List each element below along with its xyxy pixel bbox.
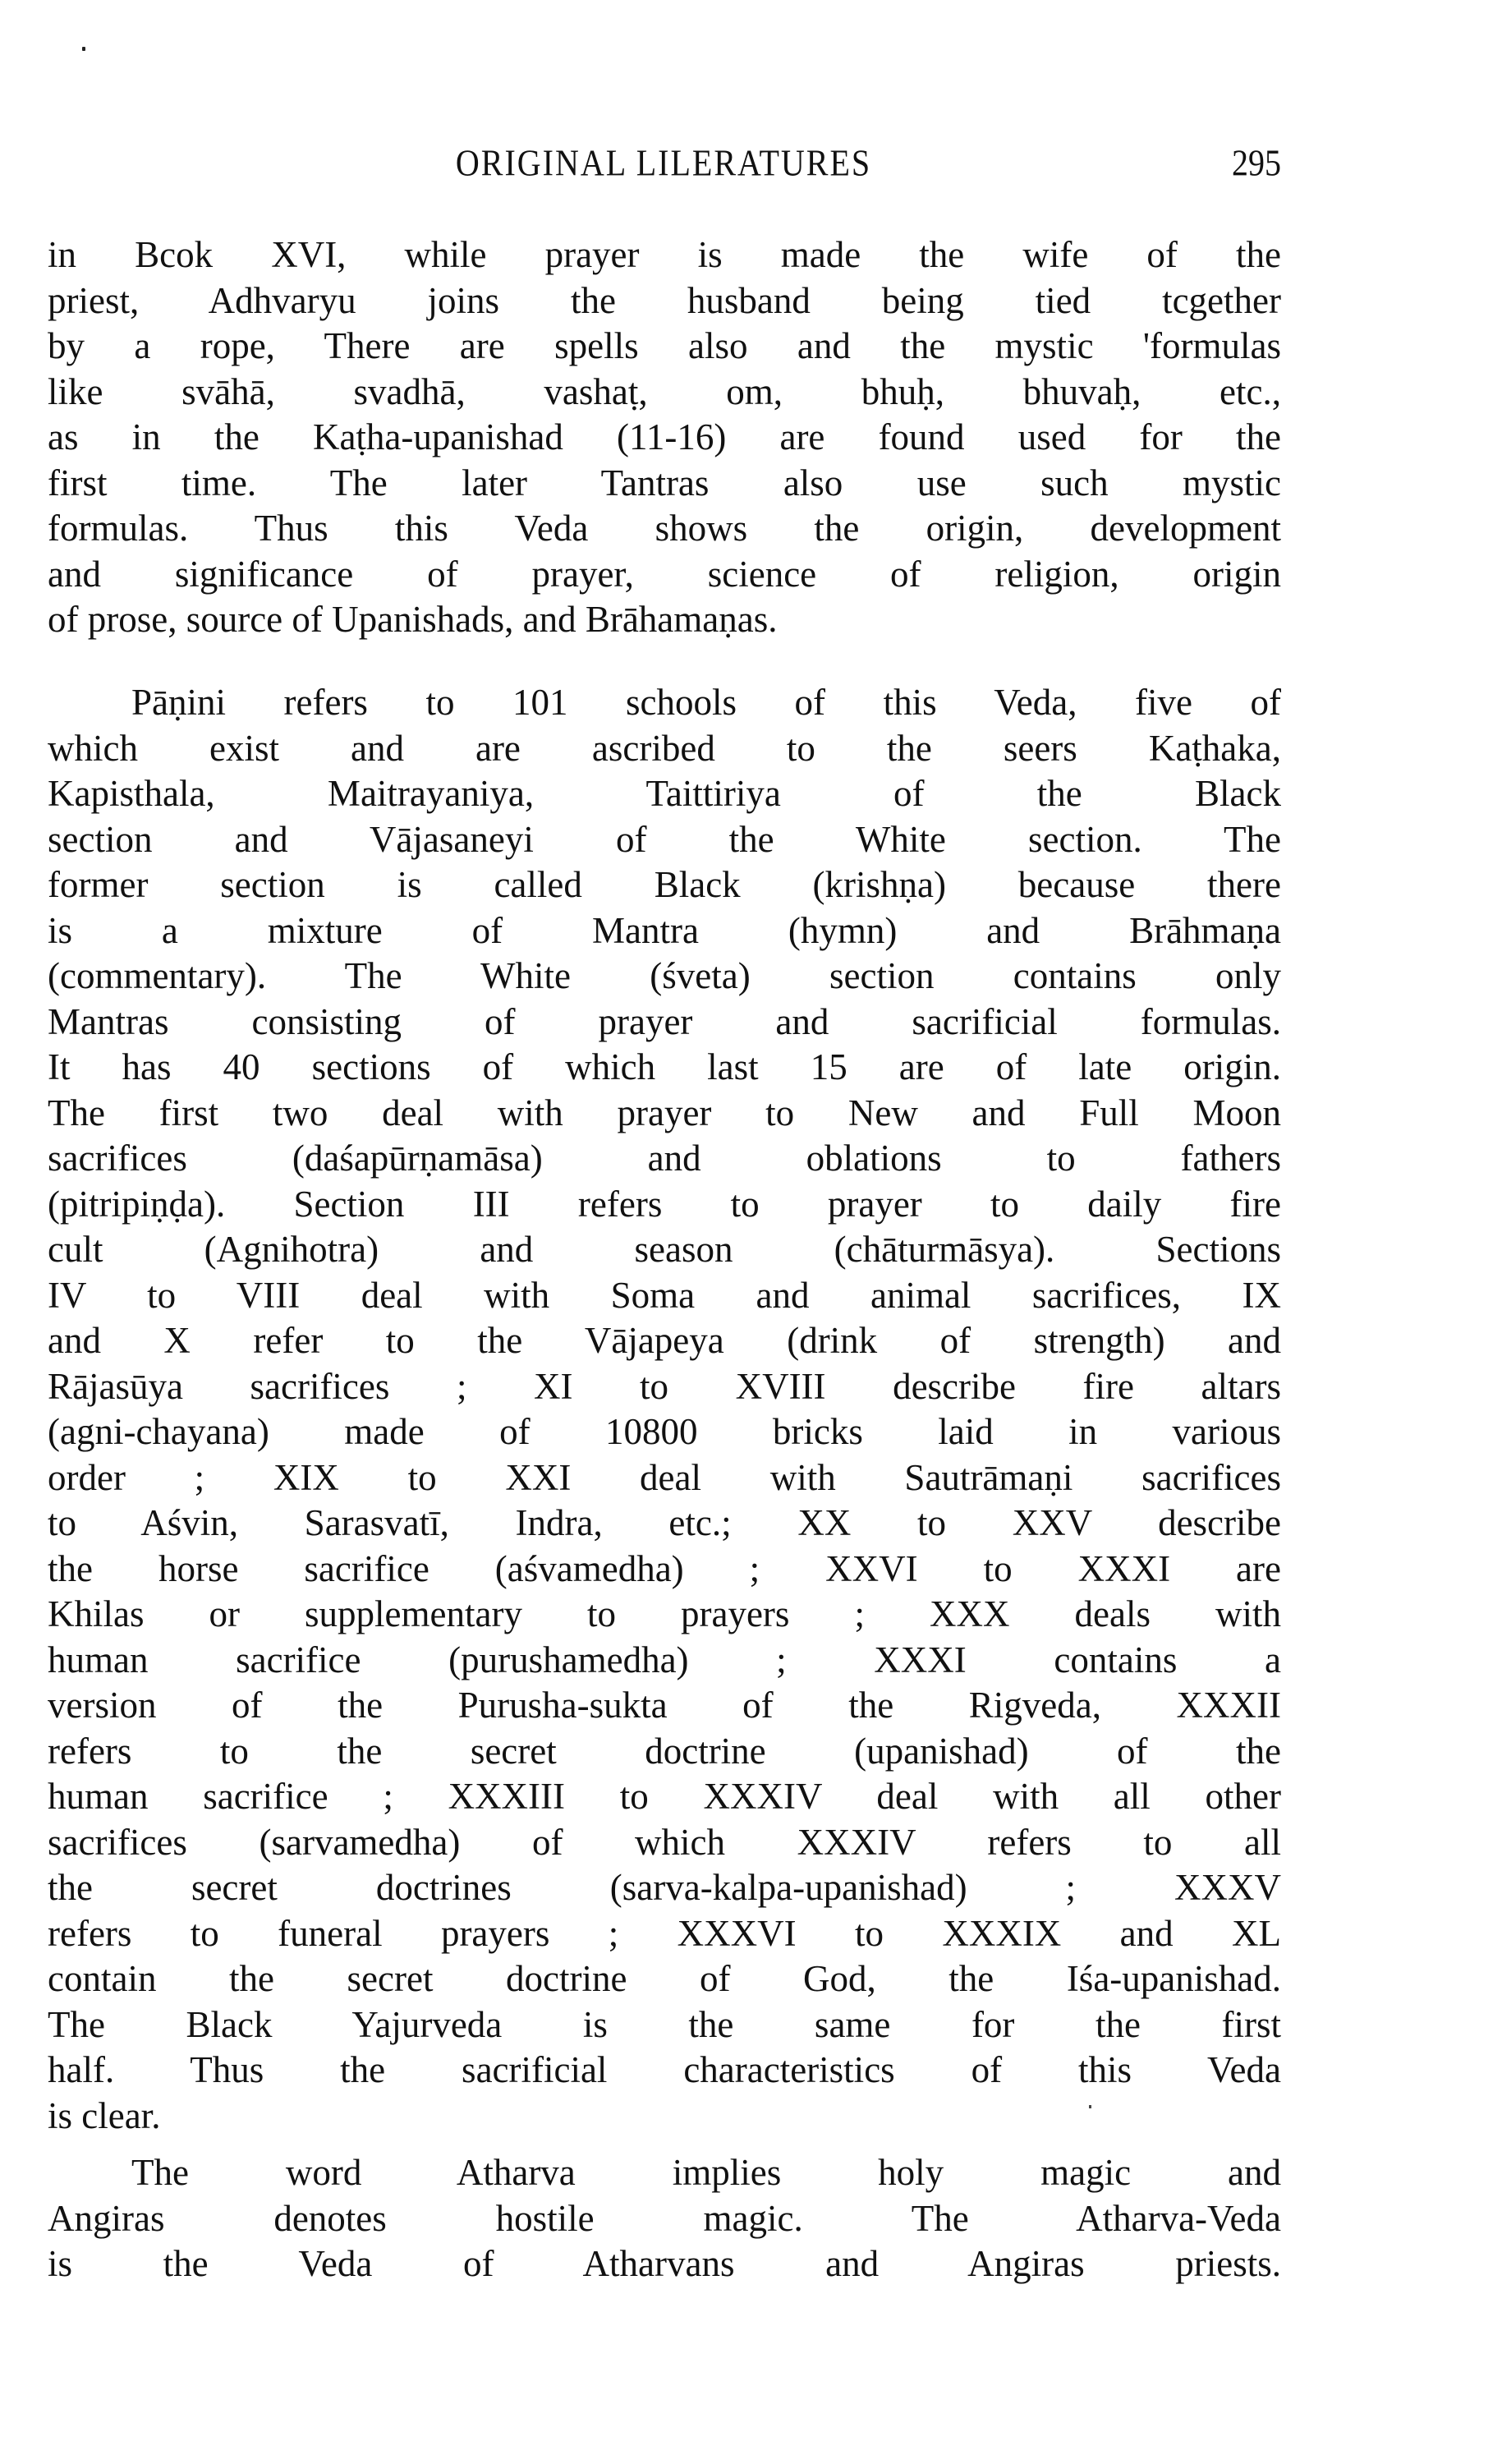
- text-line: sacrifices (sarvamedha) of which XXXIV refers to all: [48, 1821, 1281, 1863]
- text-line: contain the secret doctrine of God, the Iśa-upanishad.: [48, 1958, 1281, 1999]
- text-line: Rājasūya sacrifices ; XI to XVIII describe fire altars: [48, 1365, 1281, 1407]
- text-line: the horse sacrifice (aśvamedha) ; XXVI to XXXI are: [48, 1547, 1281, 1589]
- text-line: sacrifices (daśapūrṇamāsa) and oblations to fathers: [48, 1138, 1281, 1179]
- text-line: version of the Purusha-sukta of the Rigveda, XXXII: [48, 1685, 1281, 1726]
- text-line: IV to VIII deal with Soma and animal sacrifices, IX: [48, 1274, 1281, 1316]
- text-line: which exist and are ascribed to the seers Kaṭhaka,: [48, 727, 1281, 769]
- text-line: It has 40 sections of which last 15 are of late origin.: [48, 1046, 1281, 1087]
- text-line: of prose, source of Upanishads, and Brāhamaṇas.: [48, 599, 778, 640]
- paragraph-2: [48, 680, 1281, 2139]
- text-line: like svāhā, svadhā, vashaṭ, om, bhuḥ, bhuvaḥ, etc.,: [48, 370, 1281, 412]
- text-line: cult (Agnihotra) and season (chāturmāsya). Sections: [48, 1229, 1281, 1270]
- text-line: by a rope, There are spells also and the mystic 'formulas: [48, 325, 1281, 366]
- text-line: section and Vājasaneyi of the White section. The: [48, 818, 1281, 860]
- text-line: (agni-chayana) made of 10800 bricks laid in various: [48, 1411, 1281, 1452]
- scan-speck: [82, 47, 85, 51]
- text-line: priest, Adhvaryu joins the husband being tied tcgether: [48, 279, 1281, 321]
- text-line: and significance of prayer, science of religion, origin: [48, 553, 1281, 595]
- text-line: formulas. Thus this Veda shows the origin, development: [48, 508, 1281, 549]
- text-line: and X refer to the Vājapeya (drink of strength) and: [48, 1320, 1281, 1361]
- paragraph-text: [48, 2150, 1281, 2287]
- text-line: in Bcok XVI, while prayer is made the wife of the: [48, 234, 1281, 275]
- text-line: half. Thus the sacrificial characteristics of this Veda: [48, 2049, 1281, 2090]
- text-line: refers to the secret doctrine (upanishad) of the: [48, 1730, 1281, 1772]
- text-line: former section is called Black (krishṇa) because there: [48, 864, 1281, 905]
- paragraph-3: [48, 2150, 1281, 2287]
- page-number: 295: [1232, 141, 1281, 185]
- paragraph-text: [48, 232, 1281, 643]
- paragraph-text: [48, 680, 1281, 2139]
- text-line: The first two deal with prayer to New and Full Moon: [48, 1092, 1281, 1133]
- text-line: (commentary). The White (śveta) section contains only: [48, 955, 1281, 996]
- text-line: The Black Yajurveda is the same for the first: [48, 2003, 1281, 2045]
- text-line: Pāṇini refers to 101 schools of this Veda, five of: [131, 682, 1281, 723]
- running-title: ORIGINAL LILERATURES: [455, 141, 872, 185]
- text-line: Angiras denotes hostile magic. The Atharva-Veda: [48, 2197, 1281, 2239]
- text-line: is the Veda of Atharvans and Angiras priests.: [48, 2243, 1281, 2284]
- text-line: (pitripiṇḍa). Section III refers to prayer to daily fire: [48, 1183, 1281, 1225]
- text-line: to Aśvin, Sarasvatī, Indra, etc.; XX to XXV describe: [48, 1502, 1281, 1543]
- text-line: refers to funeral prayers ; XXXVI to XXXIX and XL: [48, 1912, 1281, 1954]
- text-line: as in the Kaṭha-upanishad (11-16) are found used for the: [48, 416, 1281, 457]
- text-line: order ; XIX to XXI deal with Sautrāmaṇi sacrifices: [48, 1456, 1281, 1498]
- text-line: the secret doctrines (sarva-kalpa-upanishad) ; XXXV: [48, 1867, 1281, 1908]
- running-header: [0, 140, 1502, 185]
- paragraph-1: [48, 232, 1281, 643]
- text-line: is a mixture of Mantra (hymn) and Brāhmaṇa: [48, 909, 1281, 951]
- text-line: The word Atharva implies holy magic and: [131, 2152, 1281, 2193]
- text-line: Khilas or supplementary to prayers ; XXX deals with: [48, 1593, 1281, 1634]
- text-line: is clear.: [48, 2094, 161, 2136]
- text-line: Kapisthala, Maitrayaniya, Taittiriya of the Black: [48, 773, 1281, 814]
- text-line: Mantras consisting of prayer and sacrificial formulas.: [48, 1000, 1281, 1042]
- text-line: first time. The later Tantras also use such mystic: [48, 462, 1281, 503]
- text-line: human sacrifice ; XXXIII to XXXIV deal with all other: [48, 1776, 1281, 1817]
- text-line: human sacrifice (purushamedha) ; XXXI contains a: [48, 1639, 1281, 1680]
